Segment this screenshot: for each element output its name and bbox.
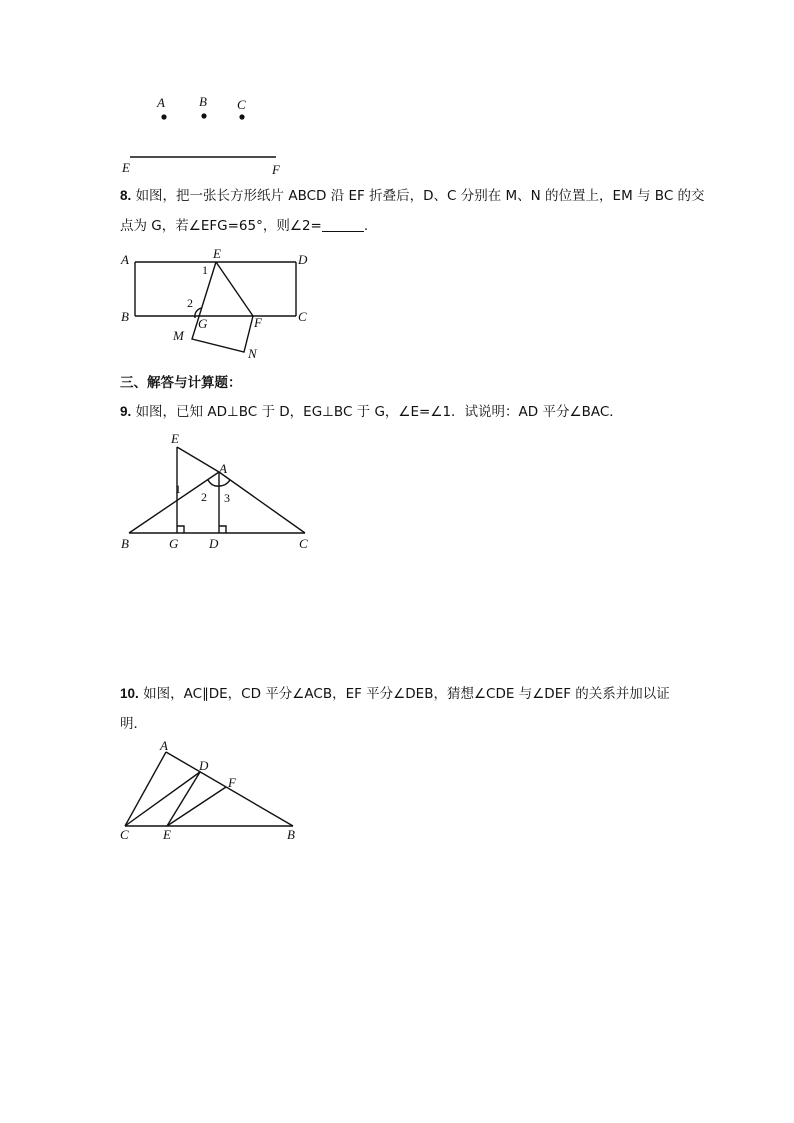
section-title: 三、解答与计算题：	[120, 375, 242, 391]
point-b	[201, 113, 206, 118]
segment-ca	[125, 752, 166, 826]
label-a: A	[219, 461, 227, 476]
angle-label-2: 2	[187, 296, 193, 310]
q9-stem: 如图，已知 AD⊥BC 于 D，EG⊥BC 于 G，∠E=∠1．试说明：AD 平分∠BAC．	[135, 404, 623, 420]
q9-number: 9.	[120, 404, 132, 419]
segment-ef	[167, 787, 226, 826]
segment-cd	[125, 772, 200, 826]
label-b: B	[121, 536, 129, 551]
angle-label-2: 2	[201, 490, 207, 504]
label-g: G	[169, 536, 179, 551]
q10-triangle-figure	[115, 738, 315, 848]
label-e: E	[213, 246, 221, 261]
segment-ac	[219, 472, 305, 533]
label-e: E	[171, 431, 179, 446]
label-g: G	[198, 316, 208, 331]
label-n: N	[248, 346, 257, 361]
angle-label-1: 1	[202, 263, 208, 277]
label-b: B	[287, 827, 295, 842]
label-c: C	[237, 97, 246, 112]
label-e: E	[122, 160, 130, 175]
point-a	[161, 114, 166, 119]
label-b: B	[199, 94, 207, 109]
label-c: C	[299, 536, 308, 551]
q8-folded-rectangle-figure	[115, 248, 325, 368]
q8-number: 8.	[120, 188, 132, 203]
segment-ef	[216, 262, 253, 316]
q8-stem-1: 如图，把一张长方形纸片 ABCD 沿 EF 折叠后，D、C 分别在 M、N 的位置上，EM 与 BC 的交	[135, 188, 705, 204]
label-f: F	[254, 315, 262, 330]
label-c: C	[298, 309, 307, 324]
label-e: E	[163, 827, 171, 842]
q10-text-line1	[120, 684, 670, 704]
segment-ea	[177, 447, 219, 472]
label-f: F	[228, 775, 236, 790]
label-d: D	[298, 252, 308, 267]
segment-de	[167, 772, 200, 826]
q9-triangle-figure	[115, 430, 325, 556]
q8-answer-blank[interactable]	[322, 217, 364, 232]
angle-arc-2	[208, 480, 219, 486]
right-angle-g	[177, 526, 184, 533]
q10-stem-1: 如图，AC∥DE，CD 平分∠ACB，EF 平分∠DEB，猜想∠CDE 与∠DEF 的关系并加以证	[143, 686, 670, 702]
label-d: D	[209, 536, 219, 551]
label-a: A	[157, 95, 165, 110]
q9-text	[120, 402, 623, 422]
q10-number: 10.	[120, 686, 139, 701]
right-angle-d	[219, 526, 226, 533]
q10-text-line2: 明．	[120, 716, 147, 732]
q8-text-line1	[120, 186, 705, 206]
label-d: D	[199, 758, 209, 773]
angle-label-3: 3	[224, 491, 230, 505]
label-m: M	[173, 328, 184, 343]
angle-label-1: 1	[175, 482, 181, 496]
label-c: C	[120, 827, 129, 842]
label-a: A	[121, 252, 129, 267]
label-a: A	[160, 738, 168, 753]
label-f: F	[272, 162, 280, 177]
point-c	[239, 114, 244, 119]
q8-text-line2	[120, 216, 368, 236]
q8-stem-end: .	[363, 218, 369, 234]
angle-arc-3	[219, 480, 230, 486]
label-b: B	[121, 309, 129, 324]
points-line-figure	[110, 92, 310, 182]
q8-stem-2: 点为 G，若∠EFG=65°，则∠2=	[120, 218, 322, 234]
